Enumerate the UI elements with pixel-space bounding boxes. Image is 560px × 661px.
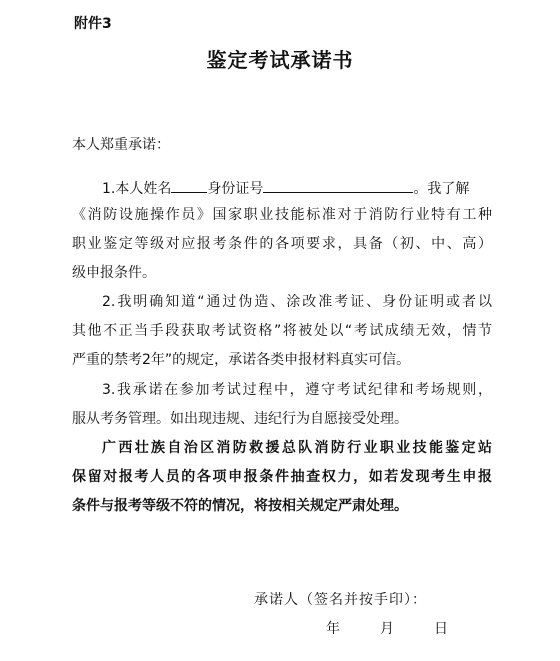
id-number-blank[interactable] bbox=[263, 176, 413, 193]
document-title: 鉴定考试承诺书 bbox=[206, 48, 354, 72]
para2-line3: 严重的禁考2年”的规定，承诺各类申报材料真实可信。 bbox=[72, 352, 411, 368]
para4-line3: 条件与报考等级不符的情况，将按相关规定严肃处理。 bbox=[72, 498, 408, 514]
para1-name-label: 1.本人姓名 bbox=[102, 181, 172, 197]
salutation: 本人郑重承诺： bbox=[72, 137, 170, 153]
para4-line1: 广西壮族自治区消防救援总队消防行业职业技能鉴定站 bbox=[102, 440, 492, 456]
name-blank[interactable] bbox=[171, 176, 207, 193]
para3-line1: 3.我承诺在参加考试过程中，遵守考试纪律和考场规则， bbox=[102, 382, 492, 398]
attachment-label: 附件3 bbox=[74, 16, 112, 32]
para3-line2: 服从考务管理。如出现违规、违纪行为自愿接受处理。 bbox=[72, 411, 408, 427]
date-month: 月 bbox=[380, 621, 394, 637]
para1-line1 bbox=[72, 176, 492, 199]
para1-line3: 职业鉴定等级对应报考条件的各项要求，具备（初、中、高） bbox=[72, 236, 492, 252]
para1-id-label: 身份证号 bbox=[207, 181, 264, 197]
date-year: 年 bbox=[326, 621, 340, 637]
para4-line2: 保留对报考人员的各项申报条件抽查权力，如若发现考生申报 bbox=[72, 469, 492, 485]
signature-label: 承诺人（签名并按手印）： bbox=[254, 592, 427, 608]
para1-suffix: 。我了解 bbox=[413, 181, 470, 197]
date-day: 日 bbox=[434, 621, 448, 637]
para2-line2: 其他不正当手段获取考试资格”将被处以“考试成绩无效，情节 bbox=[72, 323, 492, 339]
para1-line4: 级申报条件。 bbox=[72, 265, 156, 281]
para2-line1: 2.我明确知道“通过伪造、涂改准考证、身份证明或者以 bbox=[102, 294, 492, 310]
para1-line2: 《消防设施操作员》国家职业技能标准对于消防行业特有工种 bbox=[72, 207, 492, 223]
